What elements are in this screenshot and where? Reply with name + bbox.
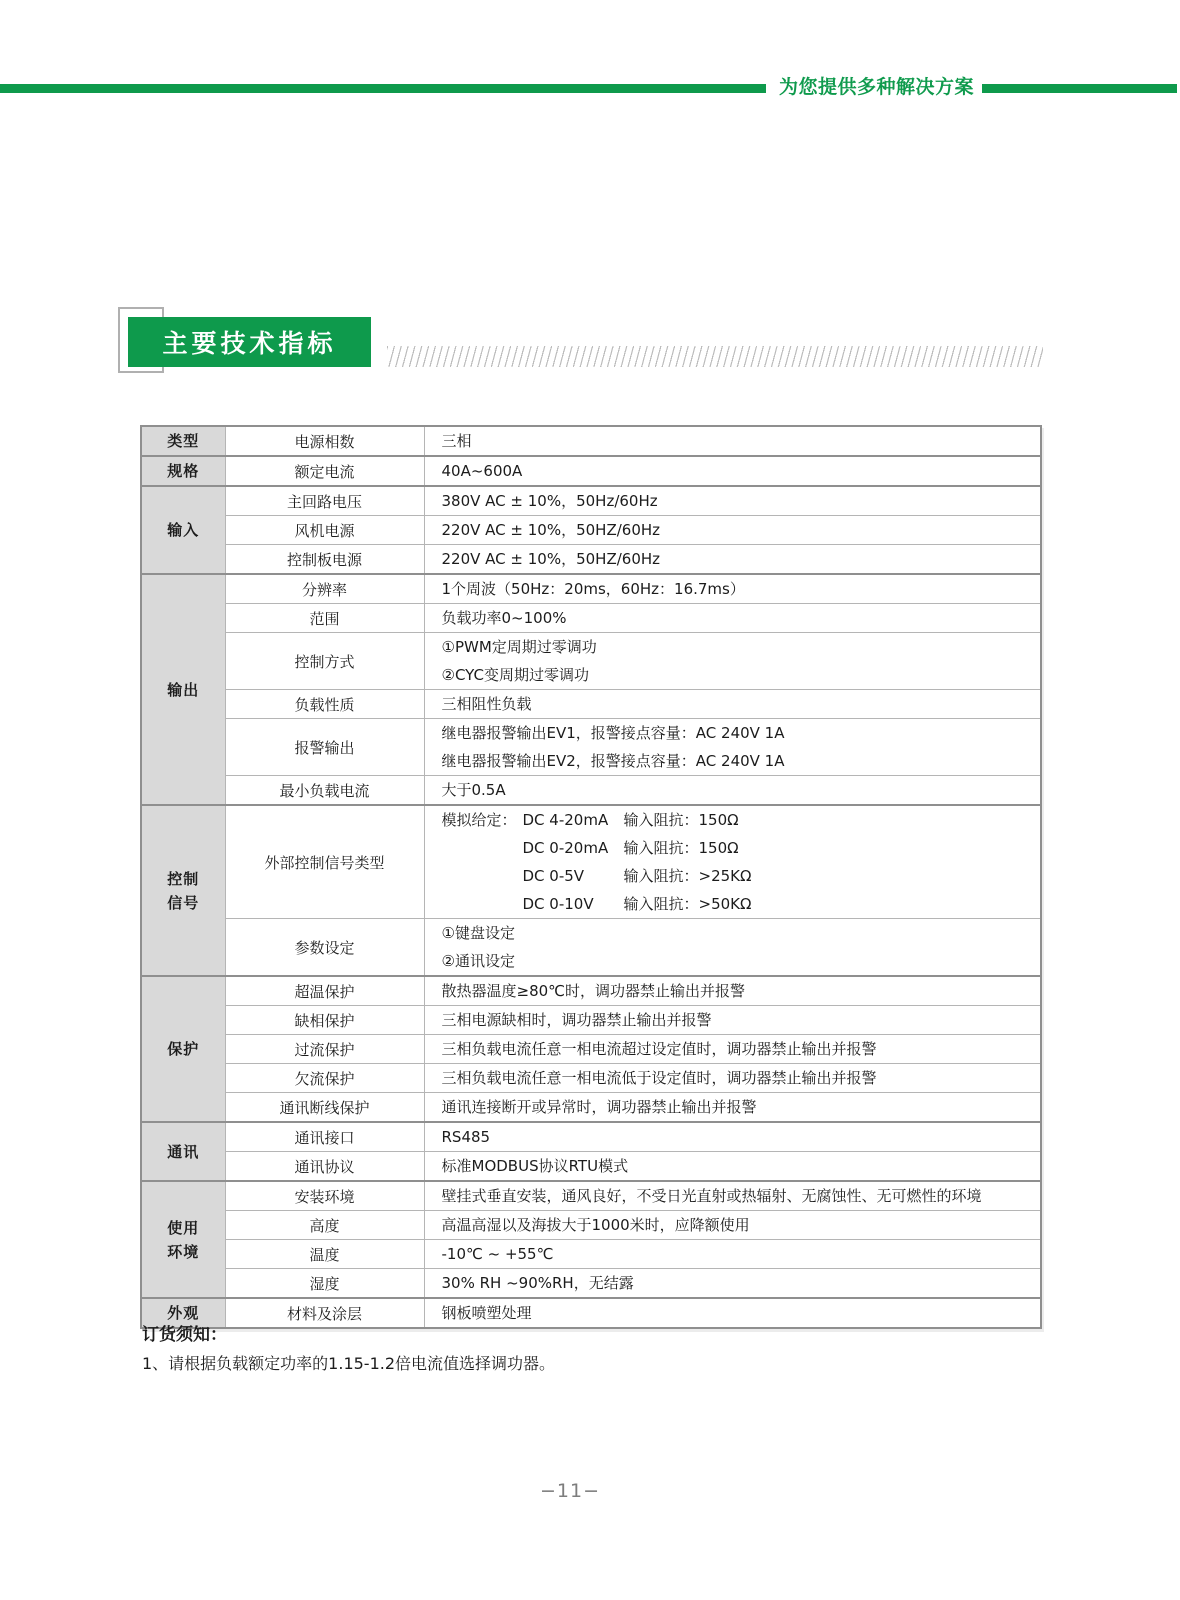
hatch-decoration — [387, 346, 1043, 367]
param-cell: 安装环境 — [225, 1181, 424, 1211]
table-row — [141, 426, 1041, 456]
param-cell: 控制板电源 — [225, 545, 424, 575]
value-cell: 模拟给定： DC 4-20mA 输入阻抗：150Ω DC 0-20mA 输入阻抗：150Ω DC 0-5V 输入阻抗：>25KΩ DC 0-10V 输入阻抗：>50KΩ — [424, 805, 1041, 919]
category-cell: 使用 环境 — [141, 1181, 225, 1298]
value-cell: 负载功率0~100% — [424, 604, 1041, 633]
table-row — [141, 456, 1041, 486]
table-row — [141, 919, 1041, 977]
param-cell: 高度 — [225, 1211, 424, 1240]
param-cell: 材料及涂层 — [225, 1298, 424, 1328]
category-cell: 控制 信号 — [141, 805, 225, 976]
value-cell: RS485 — [424, 1122, 1041, 1152]
param-cell: 欠流保护 — [225, 1064, 424, 1093]
section-title — [128, 317, 371, 367]
table-row — [141, 719, 1041, 776]
param-cell: 控制方式 — [225, 633, 424, 690]
value-cell: 380V AC ± 10%，50Hz/60Hz — [424, 486, 1041, 516]
value-cell: 大于0.5A — [424, 776, 1041, 806]
table-row — [141, 1035, 1041, 1064]
table-row — [141, 1211, 1041, 1240]
page-number: −11− — [539, 1480, 601, 1502]
param-cell: 主回路电压 — [225, 486, 424, 516]
table-row — [141, 1240, 1041, 1269]
param-cell: 通讯协议 — [225, 1152, 424, 1182]
table-row — [141, 1064, 1041, 1093]
notes-item: 1、请根据负载额定功率的1.15-1.2倍电流值选择调功器。 — [142, 1354, 556, 1373]
category-cell: 输出 — [141, 574, 225, 805]
category-cell: 输入 — [141, 486, 225, 574]
param-cell: 分辨率 — [225, 574, 424, 604]
value-cell: 通讯连接断开或异常时，调功器禁止输出并报警 — [424, 1093, 1041, 1123]
spec-table — [140, 425, 1042, 1329]
value-cell: 220V AC ± 10%，50HZ/60Hz — [424, 516, 1041, 545]
param-cell: 通讯接口 — [225, 1122, 424, 1152]
param-cell: 风机电源 — [225, 516, 424, 545]
table-row — [141, 574, 1041, 604]
category-cell: 通讯 — [141, 1122, 225, 1181]
param-cell: 湿度 — [225, 1269, 424, 1299]
value-cell: 30% RH ~90%RH，无结露 — [424, 1269, 1041, 1299]
table-row — [141, 776, 1041, 806]
param-cell: 负载性质 — [225, 690, 424, 719]
param-cell: 额定电流 — [225, 456, 424, 486]
param-cell: 温度 — [225, 1240, 424, 1269]
section-title-label: 主要技术指标 — [162, 329, 337, 358]
table-row — [141, 1298, 1041, 1328]
value-cell: 220V AC ± 10%，50HZ/60Hz — [424, 545, 1041, 575]
param-cell: 超温保护 — [225, 976, 424, 1006]
value-cell: 三相 — [424, 426, 1041, 456]
value-cell: 钢板喷塑处理 — [424, 1298, 1041, 1328]
table-row — [141, 545, 1041, 575]
param-cell: 通讯断线保护 — [225, 1093, 424, 1123]
table-row — [141, 633, 1041, 690]
value-cell: 继电器报警输出EV1，报警接点容量：AC 240V 1A 继电器报警输出EV2，报警接点容量：AC 240V 1A — [424, 719, 1041, 776]
value-cell: 散热器温度≥80℃时，调功器禁止输出并报警 — [424, 976, 1041, 1006]
param-cell: 缺相保护 — [225, 1006, 424, 1035]
table-row — [141, 1122, 1041, 1152]
param-cell: 最小负载电流 — [225, 776, 424, 806]
table-row — [141, 516, 1041, 545]
table-row — [141, 486, 1041, 516]
param-cell: 过流保护 — [225, 1035, 424, 1064]
value-cell: 标准MODBUS协议RTU模式 — [424, 1152, 1041, 1182]
param-cell: 报警输出 — [225, 719, 424, 776]
category-cell: 类型 — [141, 426, 225, 456]
table-row — [141, 1006, 1041, 1035]
table-row — [141, 1093, 1041, 1123]
table-row — [141, 1181, 1041, 1211]
param-cell: 范围 — [225, 604, 424, 633]
param-cell: 外部控制信号类型 — [225, 805, 424, 919]
value-cell: 三相阻性负载 — [424, 690, 1041, 719]
value-cell: 三相负载电流任意一相电流超过设定值时，调功器禁止输出并报警 — [424, 1035, 1041, 1064]
table-row — [141, 1269, 1041, 1299]
param-cell: 参数设定 — [225, 919, 424, 977]
table-row — [141, 690, 1041, 719]
value-cell: 三相电源缺相时，调功器禁止输出并报警 — [424, 1006, 1041, 1035]
value-cell: 高温高湿以及海拔大于1000米时，应降额使用 — [424, 1211, 1041, 1240]
table-row — [141, 604, 1041, 633]
category-cell: 外观 — [141, 1298, 225, 1328]
header-slogan: 为您提供多种解决方案 — [779, 76, 975, 98]
category-cell: 规格 — [141, 456, 225, 486]
table-row — [141, 805, 1041, 919]
spec-table-body — [141, 426, 1041, 1328]
value-cell: -10℃ ~ +55℃ — [424, 1240, 1041, 1269]
table-row — [141, 1152, 1041, 1182]
top-rule-left — [0, 84, 766, 93]
category-cell: 保护 — [141, 976, 225, 1122]
value-cell: ①PWM定周期过零调功 ②CYC变周期过零调功 — [424, 633, 1041, 690]
value-cell: 40A~600A — [424, 456, 1041, 486]
value-cell: 壁挂式垂直安装，通风良好，不受日光直射或热辐射、无腐蚀性、无可燃性的环境 — [424, 1181, 1041, 1211]
top-rule-right — [982, 84, 1177, 93]
value-cell: 1个周波（50Hz：20ms，60Hz：16.7ms） — [424, 574, 1041, 604]
param-cell: 电源相数 — [225, 426, 424, 456]
table-row — [141, 976, 1041, 1006]
value-cell: 三相负载电流任意一相电流低于设定值时，调功器禁止输出并报警 — [424, 1064, 1041, 1093]
notes-title: 订货须知： — [142, 1325, 227, 1345]
value-cell: ①键盘设定 ②通讯设定 — [424, 919, 1041, 977]
